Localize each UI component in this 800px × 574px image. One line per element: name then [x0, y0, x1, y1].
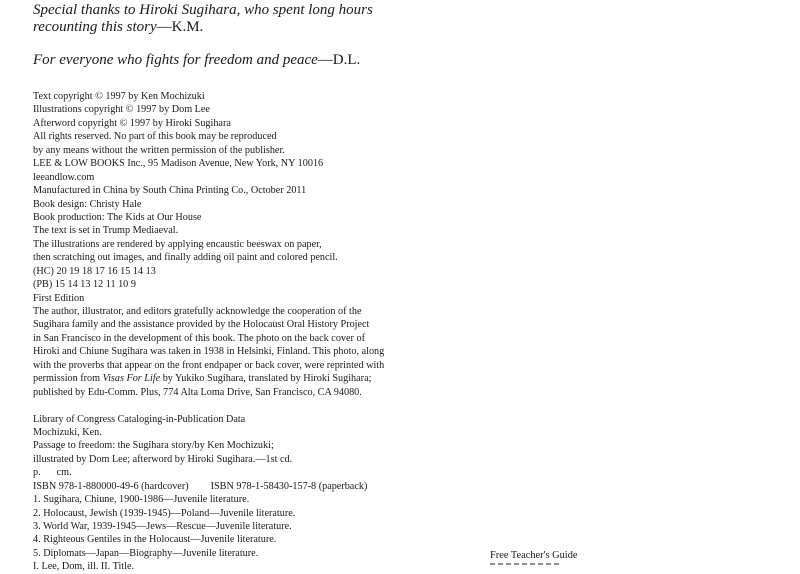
- dedication-initials-dl: —D.L.: [317, 52, 361, 68]
- isbn-hardcover: ISBN 978-1-880000-49-6 (hardcover): [33, 480, 189, 492]
- permission-book-title: Visas For Life: [102, 373, 161, 385]
- dedication-sugihara: [33, 2, 373, 36]
- cip-cm: cm.: [56, 467, 72, 479]
- publisher-address: LEE & LOW BOOKS Inc., 95 Madison Avenue, New York, NY 10016: [33, 158, 324, 170]
- dedication-line-2-text: recounting this story: [33, 19, 157, 35]
- book-design-credit: Book design: Christy Hale: [33, 198, 142, 210]
- cip-pcm: [33, 466, 384, 479]
- publisher-website: leeandlow.com: [33, 171, 95, 183]
- illustration-note: then scratching out images, and finally adding oil paint and colored pencil.: [33, 252, 338, 264]
- permission-suffix: by Yukiko Sugihara, translated by Hiroki Sugihara;: [160, 373, 372, 385]
- illustration-note: The illustrations are rendered by applying encaustic beeswax on paper,: [33, 238, 322, 250]
- published-line: published by Edu-Comm. Plus, 774 Alta Loma Drive, San Francisco, CA 94080.: [33, 386, 362, 398]
- permission-line: [33, 372, 384, 385]
- cip-isbn-line: [33, 480, 384, 493]
- cip-subject: 5. Diplomats—Japan—Biography—Juvenile literature.: [33, 547, 259, 559]
- teacher-guide-label: Free Teacher's Guide: [490, 550, 578, 561]
- acknowledgment-line: in San Francisco in the development of this book. The photo on the back cover of: [33, 332, 365, 344]
- cip-title-line: illustrated by Dom Lee; afterword by Hiroki Sugihara.—1st cd.: [33, 453, 293, 465]
- dedication-lee-text: For everyone who fights for freedom and peace: [33, 52, 318, 68]
- cip-subject: 1. Sugihara, Chiune, 1900-1986—Juvenile literature.: [33, 494, 250, 506]
- copyright-block: [33, 90, 384, 574]
- dedication-lee: [33, 52, 360, 69]
- copyright-line: Afterword copyright © 1997 by Hiroki Sugihara: [33, 117, 231, 129]
- dedication-initials-km: —K.M.: [156, 19, 204, 35]
- edition-line: First Edition: [33, 292, 85, 304]
- copyright-line: Text copyright © 1997 by Ken Mochizuki: [33, 91, 205, 102]
- printing-line-pb: (PB) 15 14 13 12 11 10 9: [33, 279, 136, 291]
- cip-heading: Library of Congress Cataloging-in-Publication Data: [33, 413, 246, 425]
- printing-line-hc: (HC) 20 19 18 17 16 15 14 13: [33, 265, 156, 277]
- copyright-line: by any means without the written permission of the publisher.: [33, 144, 285, 156]
- dedication-line-1: Special thanks to Hiroki Sugihara, who spent long hours: [33, 2, 373, 18]
- acknowledgment-line: with the proverbs that appear on the front endpaper or back cover, were reprinted with: [33, 359, 385, 371]
- copyright-line: Illustrations copyright © 1997 by Dom Lee: [33, 104, 210, 116]
- cip-subject: I. Lee, Dom, ill. II. Title.: [33, 561, 135, 573]
- section-divider: [33, 399, 384, 412]
- copyright-line: All rights reserved. No part of this book may be reproduced: [33, 131, 277, 143]
- cip-p: p.: [33, 467, 41, 479]
- cip-subject: 4. Righteous Gentiles in the Holocaust—Juvenile literature.: [33, 534, 277, 546]
- dedication-line-2: [33, 19, 373, 36]
- permission-prefix: permission from: [33, 373, 103, 385]
- cip-title-line: Passage to freedom: the Sugihara story/by Ken Mochizuki;: [33, 440, 274, 452]
- isbn-paperback: ISBN 978-1-58430-157-8 (paperback): [210, 480, 368, 492]
- book-production-credit: Book production: The Kids at Our House: [33, 211, 202, 223]
- cip-subject: 2. Holocaust, Jewish (1939-1945)—Poland—Juvenile literature.: [33, 507, 296, 519]
- manufacturing-line: Manufactured in China by South China Printing Co., October 2011: [33, 185, 307, 197]
- typeface-note: The text is set in Trump Mediaeval.: [33, 225, 179, 237]
- cut-off-text-fragment: [490, 562, 560, 566]
- acknowledgment-line: Hiroki and Chiune Sugihara was taken in 1938 in Helsinki, Finland. This photo, along: [33, 346, 385, 358]
- cip-author: Mochizuki, Ken.: [33, 426, 102, 438]
- cip-subject: 3. World War, 1939-1945—Jews—Rescue—Juvenile literature.: [33, 521, 292, 532]
- acknowledgment-line: Sugihara family and the assistance provided by the Holocaust Oral History Project: [33, 319, 370, 331]
- acknowledgment-line: The author, illustrator, and editors gratefully acknowledge the cooperation of the: [33, 306, 362, 317]
